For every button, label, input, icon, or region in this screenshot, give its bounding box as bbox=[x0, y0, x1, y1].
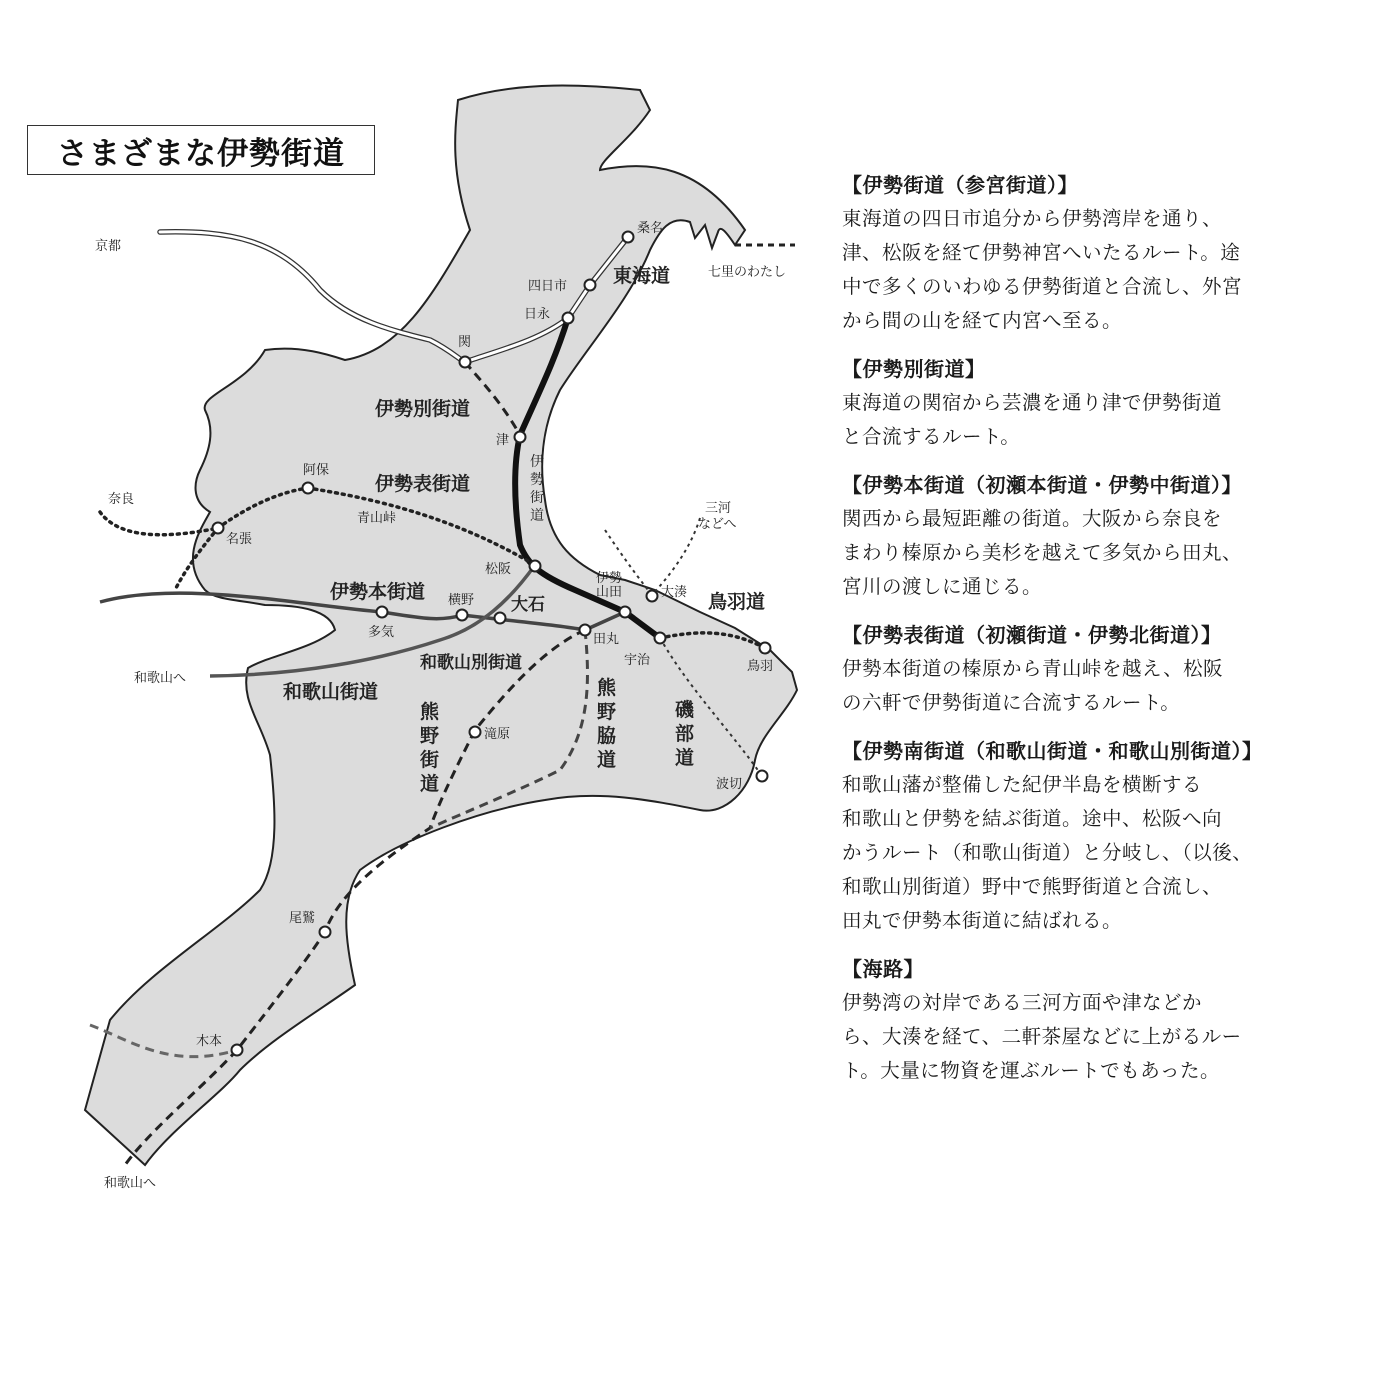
label-mikawa-1: 三河 bbox=[705, 501, 732, 516]
label-to-wakayama-1: 和歌山へ bbox=[134, 671, 187, 686]
marker-uji bbox=[655, 633, 666, 644]
label-takihara: 滝原 bbox=[484, 727, 511, 742]
marker-kinomoto bbox=[232, 1045, 243, 1056]
vertical-glyph: 道 bbox=[675, 747, 695, 769]
legend bbox=[842, 168, 1342, 1102]
label-route-ise-omote: 伊勢表街道 bbox=[375, 473, 471, 495]
legend-body: 関西から最短距離の街道。大阪から奈良を まわり榛原から美杉を越えて多気から田丸、 宮川の渡しに通じる。 bbox=[842, 507, 1243, 598]
marker-toba bbox=[760, 643, 771, 654]
label-ise-yamada-2: 山田 bbox=[596, 585, 623, 600]
marker-owase bbox=[320, 927, 331, 938]
land-shape bbox=[85, 86, 797, 1165]
legend-entry-ise-kaido bbox=[842, 168, 1342, 338]
label-hakiri: 波切 bbox=[716, 777, 743, 792]
marker-nabari bbox=[213, 523, 224, 534]
label-to-wakayama-2: 和歌山へ bbox=[104, 1176, 157, 1191]
vertical-glyph: 道 bbox=[597, 749, 617, 771]
vertical-glyph: 熊 bbox=[597, 677, 617, 699]
label-route-toba: 鳥羽道 bbox=[708, 591, 766, 613]
label-kyoto: 京都 bbox=[95, 239, 122, 254]
marker-yokono bbox=[457, 610, 468, 621]
legend-body: 伊勢本街道の榛原から青山峠を越え、松阪 の六軒で伊勢街道に合流するルート。 bbox=[842, 657, 1224, 714]
label-route-tokaido: 東海道 bbox=[613, 265, 671, 287]
label-tamaru: 田丸 bbox=[593, 632, 620, 647]
vertical-glyph: 野 bbox=[597, 701, 617, 723]
label-yokkaichi: 四日市 bbox=[528, 279, 568, 294]
legend-body: 東海道の関宿から芸濃を通り津で伊勢街道 と合流するルート。 bbox=[842, 391, 1223, 448]
label-nara: 奈良 bbox=[108, 492, 135, 507]
legend-body: 東海道の四日市追分から伊勢湾岸を通り、 津、松阪を経て伊勢神宮へいたるルート。途 中で多くのいわゆる伊勢街道と合流し、外宮 から間の山を経て内宮へ至る。 bbox=[842, 207, 1243, 332]
marker-ao bbox=[303, 483, 314, 494]
legend-body: 和歌山藩が整備した紀伊半島を横断する 和歌山と伊勢を結ぶ街道。途中、松阪へ向 かうルート（和歌山街道）と分岐し、（以後、 和歌山別街道）野中で熊野街道と合流し、 田丸で伊勢本街道に結ばれる。 bbox=[842, 773, 1253, 932]
label-owase: 尾鷲 bbox=[289, 911, 316, 926]
label-kuwana: 桑名 bbox=[637, 221, 664, 236]
label-ise-yamada bbox=[596, 570, 626, 600]
label-route-isobe bbox=[675, 698, 694, 769]
legend-heading: 【伊勢別街道】 bbox=[842, 357, 986, 381]
legend-entry-ise-hon bbox=[842, 468, 1342, 604]
legend-heading: 【伊勢本街道（初瀬本街道・伊勢中街道）】 bbox=[842, 473, 1242, 497]
marker-taki bbox=[377, 607, 388, 618]
label-route-wakayama-betsu: 和歌山別街道 bbox=[420, 653, 522, 673]
label-route-ise-betsu: 伊勢別街道 bbox=[375, 398, 471, 420]
label-route-ise-hon: 伊勢本街道 bbox=[330, 581, 426, 603]
nara-nabari-route bbox=[100, 512, 218, 535]
label-shichiri: 七里のわたし bbox=[708, 265, 787, 280]
legend-entry-kairo bbox=[842, 952, 1342, 1088]
vertical-glyph: 道 bbox=[420, 773, 440, 795]
label-aoyama-toge: 青山峠 bbox=[357, 511, 397, 526]
label-toba: 鳥羽 bbox=[747, 659, 774, 674]
label-taki: 多気 bbox=[368, 625, 395, 640]
vertical-glyph: 伊 bbox=[530, 454, 544, 470]
legend-heading: 【海路】 bbox=[842, 957, 924, 981]
marker-seki bbox=[460, 357, 471, 368]
marker-hakiri bbox=[757, 771, 768, 782]
label-tsu: 津 bbox=[496, 433, 510, 448]
label-oishi: 大石 bbox=[511, 595, 545, 615]
label-uji: 宇治 bbox=[624, 653, 651, 668]
label-kinomoto: 木本 bbox=[196, 1034, 223, 1049]
legend-entry-ise-omote bbox=[842, 618, 1342, 720]
marker-tamaru bbox=[580, 625, 591, 636]
marker-hinaga bbox=[563, 313, 574, 324]
marker-oishi bbox=[495, 613, 506, 624]
marker-yokkaichi bbox=[585, 280, 596, 291]
legend-heading: 【伊勢街道（参宮街道）】 bbox=[842, 173, 1078, 197]
label-ao: 阿保 bbox=[303, 463, 330, 478]
label-yokono: 横野 bbox=[448, 593, 475, 608]
legend-entry-ise-betsu bbox=[842, 352, 1342, 454]
vertical-glyph: 勢 bbox=[530, 472, 544, 488]
vertical-glyph: 街 bbox=[530, 490, 544, 506]
label-ise-yamada-1: 伊勢 bbox=[596, 571, 623, 586]
label-hinaga: 日永 bbox=[524, 307, 551, 322]
marker-takihara bbox=[470, 727, 481, 738]
vertical-glyph: 脇 bbox=[597, 725, 617, 747]
vertical-glyph: 街 bbox=[420, 749, 440, 771]
legend-entry-ise-minami bbox=[842, 734, 1342, 938]
vertical-glyph: 道 bbox=[530, 508, 544, 524]
marker-kuwana bbox=[623, 232, 634, 243]
marker-matsusaka bbox=[530, 561, 541, 572]
label-nabari: 名張 bbox=[226, 532, 253, 547]
label-seki: 関 bbox=[458, 335, 472, 350]
label-mikawa bbox=[698, 501, 736, 532]
label-route-wakayama: 和歌山街道 bbox=[283, 681, 379, 703]
marker-ise-yamada bbox=[620, 607, 631, 618]
vertical-glyph: 熊 bbox=[420, 701, 440, 723]
label-mikawa-2: などへ bbox=[698, 517, 737, 532]
label-ominato: 大湊 bbox=[661, 585, 688, 600]
legend-heading: 【伊勢表街道（初瀬街道・伊勢北街道）】 bbox=[842, 623, 1222, 647]
map-title-text: さまざまな伊勢街道 bbox=[57, 135, 345, 172]
marker-ominato bbox=[647, 591, 658, 602]
legend-body: 伊勢湾の対岸である三河方面や津などか ら、大湊を経て、二軒茶屋などに上がるルー ト。大量に物資を運ぶルートでもあった。 bbox=[842, 991, 1242, 1082]
sea-route-mikawa bbox=[652, 518, 700, 595]
marker-tsu bbox=[515, 432, 526, 443]
legend-heading: 【伊勢南街道（和歌山街道・和歌山別街道）】 bbox=[842, 739, 1263, 763]
label-matsusaka: 松阪 bbox=[485, 562, 512, 577]
vertical-glyph: 磯 bbox=[675, 699, 695, 721]
vertical-glyph: 野 bbox=[420, 725, 440, 747]
vertical-glyph: 部 bbox=[675, 723, 695, 745]
